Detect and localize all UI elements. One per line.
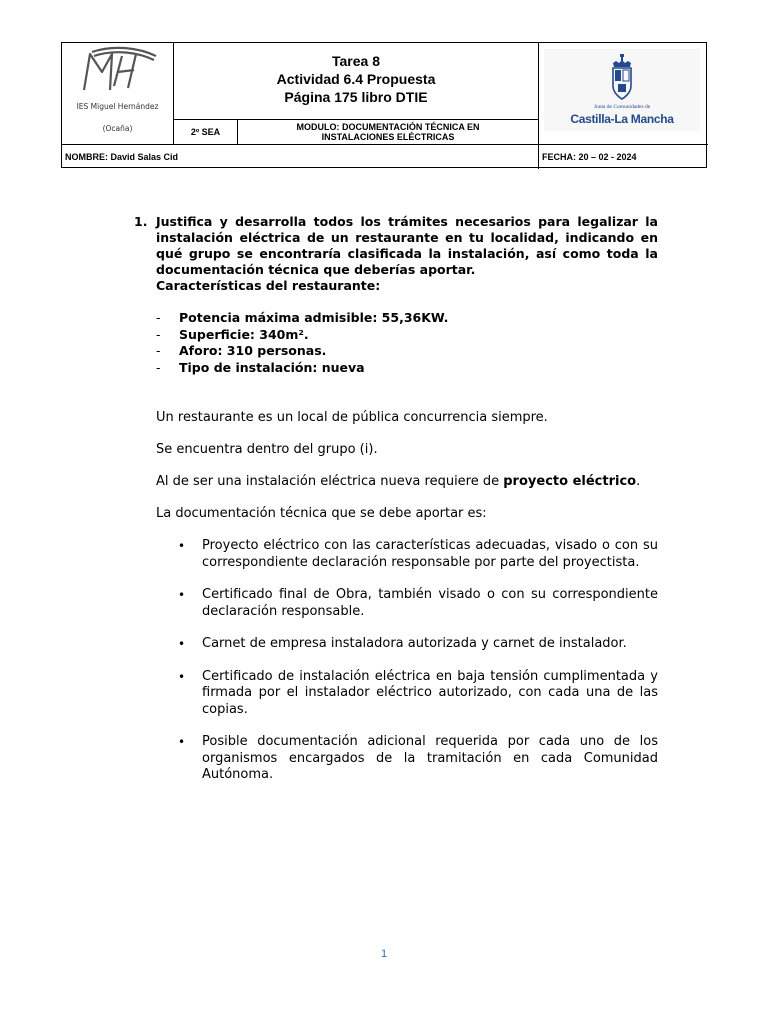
dash-marker: - [156,310,161,325]
list-item [134,587,658,620]
module-line: MODULO: DOCUMENTACIÓN TÉCNICA EN [296,122,480,132]
school-logo-cell [62,43,173,144]
question-subheading: Características del restaurante: [156,278,381,293]
module-line: INSTALACIONES ELÉCTRICAS [321,132,455,142]
answer-bold-text: proyecto eléctrico [503,474,637,489]
list-item [134,636,658,653]
student-name: NOMBRE: David Salas Cid [65,152,179,162]
list-item [134,327,658,344]
list-item-text: Tipo de instalación: nueva [179,359,365,375]
list-item [134,310,658,327]
dash-marker: - [156,343,161,358]
bullet-marker: • [178,669,186,684]
characteristics-list [134,310,658,376]
list-item-text: Proyecto eléctrico con las características adecuadas, visado o con su correspondiente declaración responsable por parte del proyectista. [202,538,658,570]
list-item-text: Posible documentación adicional requerida por cada uno de los organismos encargados de la tramitación en cada Comunidad Autónoma. [202,734,658,782]
school-name: IES Miguel Hernández [76,102,159,111]
bullet-marker: • [178,637,186,651]
page-number: 1 [380,948,388,960]
documentation-list [134,538,658,784]
school-town: (Ocaña) [102,124,133,133]
header-table [61,42,707,168]
school-logo-icon [80,46,160,96]
list-item-text: Potencia máxima admisible: 55,36KW. [179,310,449,325]
bullet-marker: • [178,539,186,553]
coat-of-arms-icon [610,54,634,102]
list-item-text: Superficie: 340m². [179,326,309,342]
answer-paragraph [156,474,658,490]
list-item [134,360,658,377]
answer-paragraph: Se encuentra dentro del grupo (i). [156,442,378,457]
list-item-text: Certificado de instalación eléctrica en baja tensión cumplimentada y firmada por el instalador eléctrico autorizado, con cada una de las copias. [202,668,658,717]
list-item-text: Aforo: 310 personas. [179,343,327,358]
answer-text: Al de ser una instalación eléctrica nueva requiere de [156,474,504,489]
list-item-text: Carnet de empresa instaladora autorizada y carnet de instalador. [202,636,627,651]
title-line-task: Tarea 8 [332,53,380,69]
answer-paragraph: La documentación técnica que se debe aportar es: [156,506,487,521]
answer-paragraph: Un restaurante es un local de pública concurrencia siempre. [156,410,548,425]
title-line-page: Página 175 libro DTIE [284,89,428,105]
jccm-logo-cell [539,43,708,144]
bullet-marker: • [178,588,186,602]
dash-marker: - [156,326,161,342]
jccm-name: Castilla-La Mancha [570,112,674,126]
question-number: 1. [134,214,148,229]
module-label [238,120,538,144]
document-title [174,52,538,106]
answer-text: . [636,474,641,489]
jccm-logo [544,49,700,131]
document-date: FECHA: 20 – 02 - 2024 [542,152,637,162]
course-label: 2º SEA [190,127,221,137]
question-text: Justifica y desarrolla todos los trámites necesarios para legalizar la instalación eléctrica de un restaurante en tu localidad, indicando en qué grupo se encontraría clasificada la instalación, así como toda la documentación técnica que deberías aportar. [156,214,658,277]
main-content [134,214,658,784]
bullet-marker: • [178,735,186,749]
list-item-text: Certificado final de Obra, también visado o con su correspondiente declaración responsable. [202,587,658,619]
dash-marker: - [156,359,161,375]
title-line-activity: Actividad 6.4 Propuesta [276,71,436,87]
list-item [134,343,658,360]
list-item [134,669,658,719]
jccm-subtitle: Junta de Comunidades de [593,104,651,110]
list-item [134,538,658,571]
list-item [134,734,658,784]
